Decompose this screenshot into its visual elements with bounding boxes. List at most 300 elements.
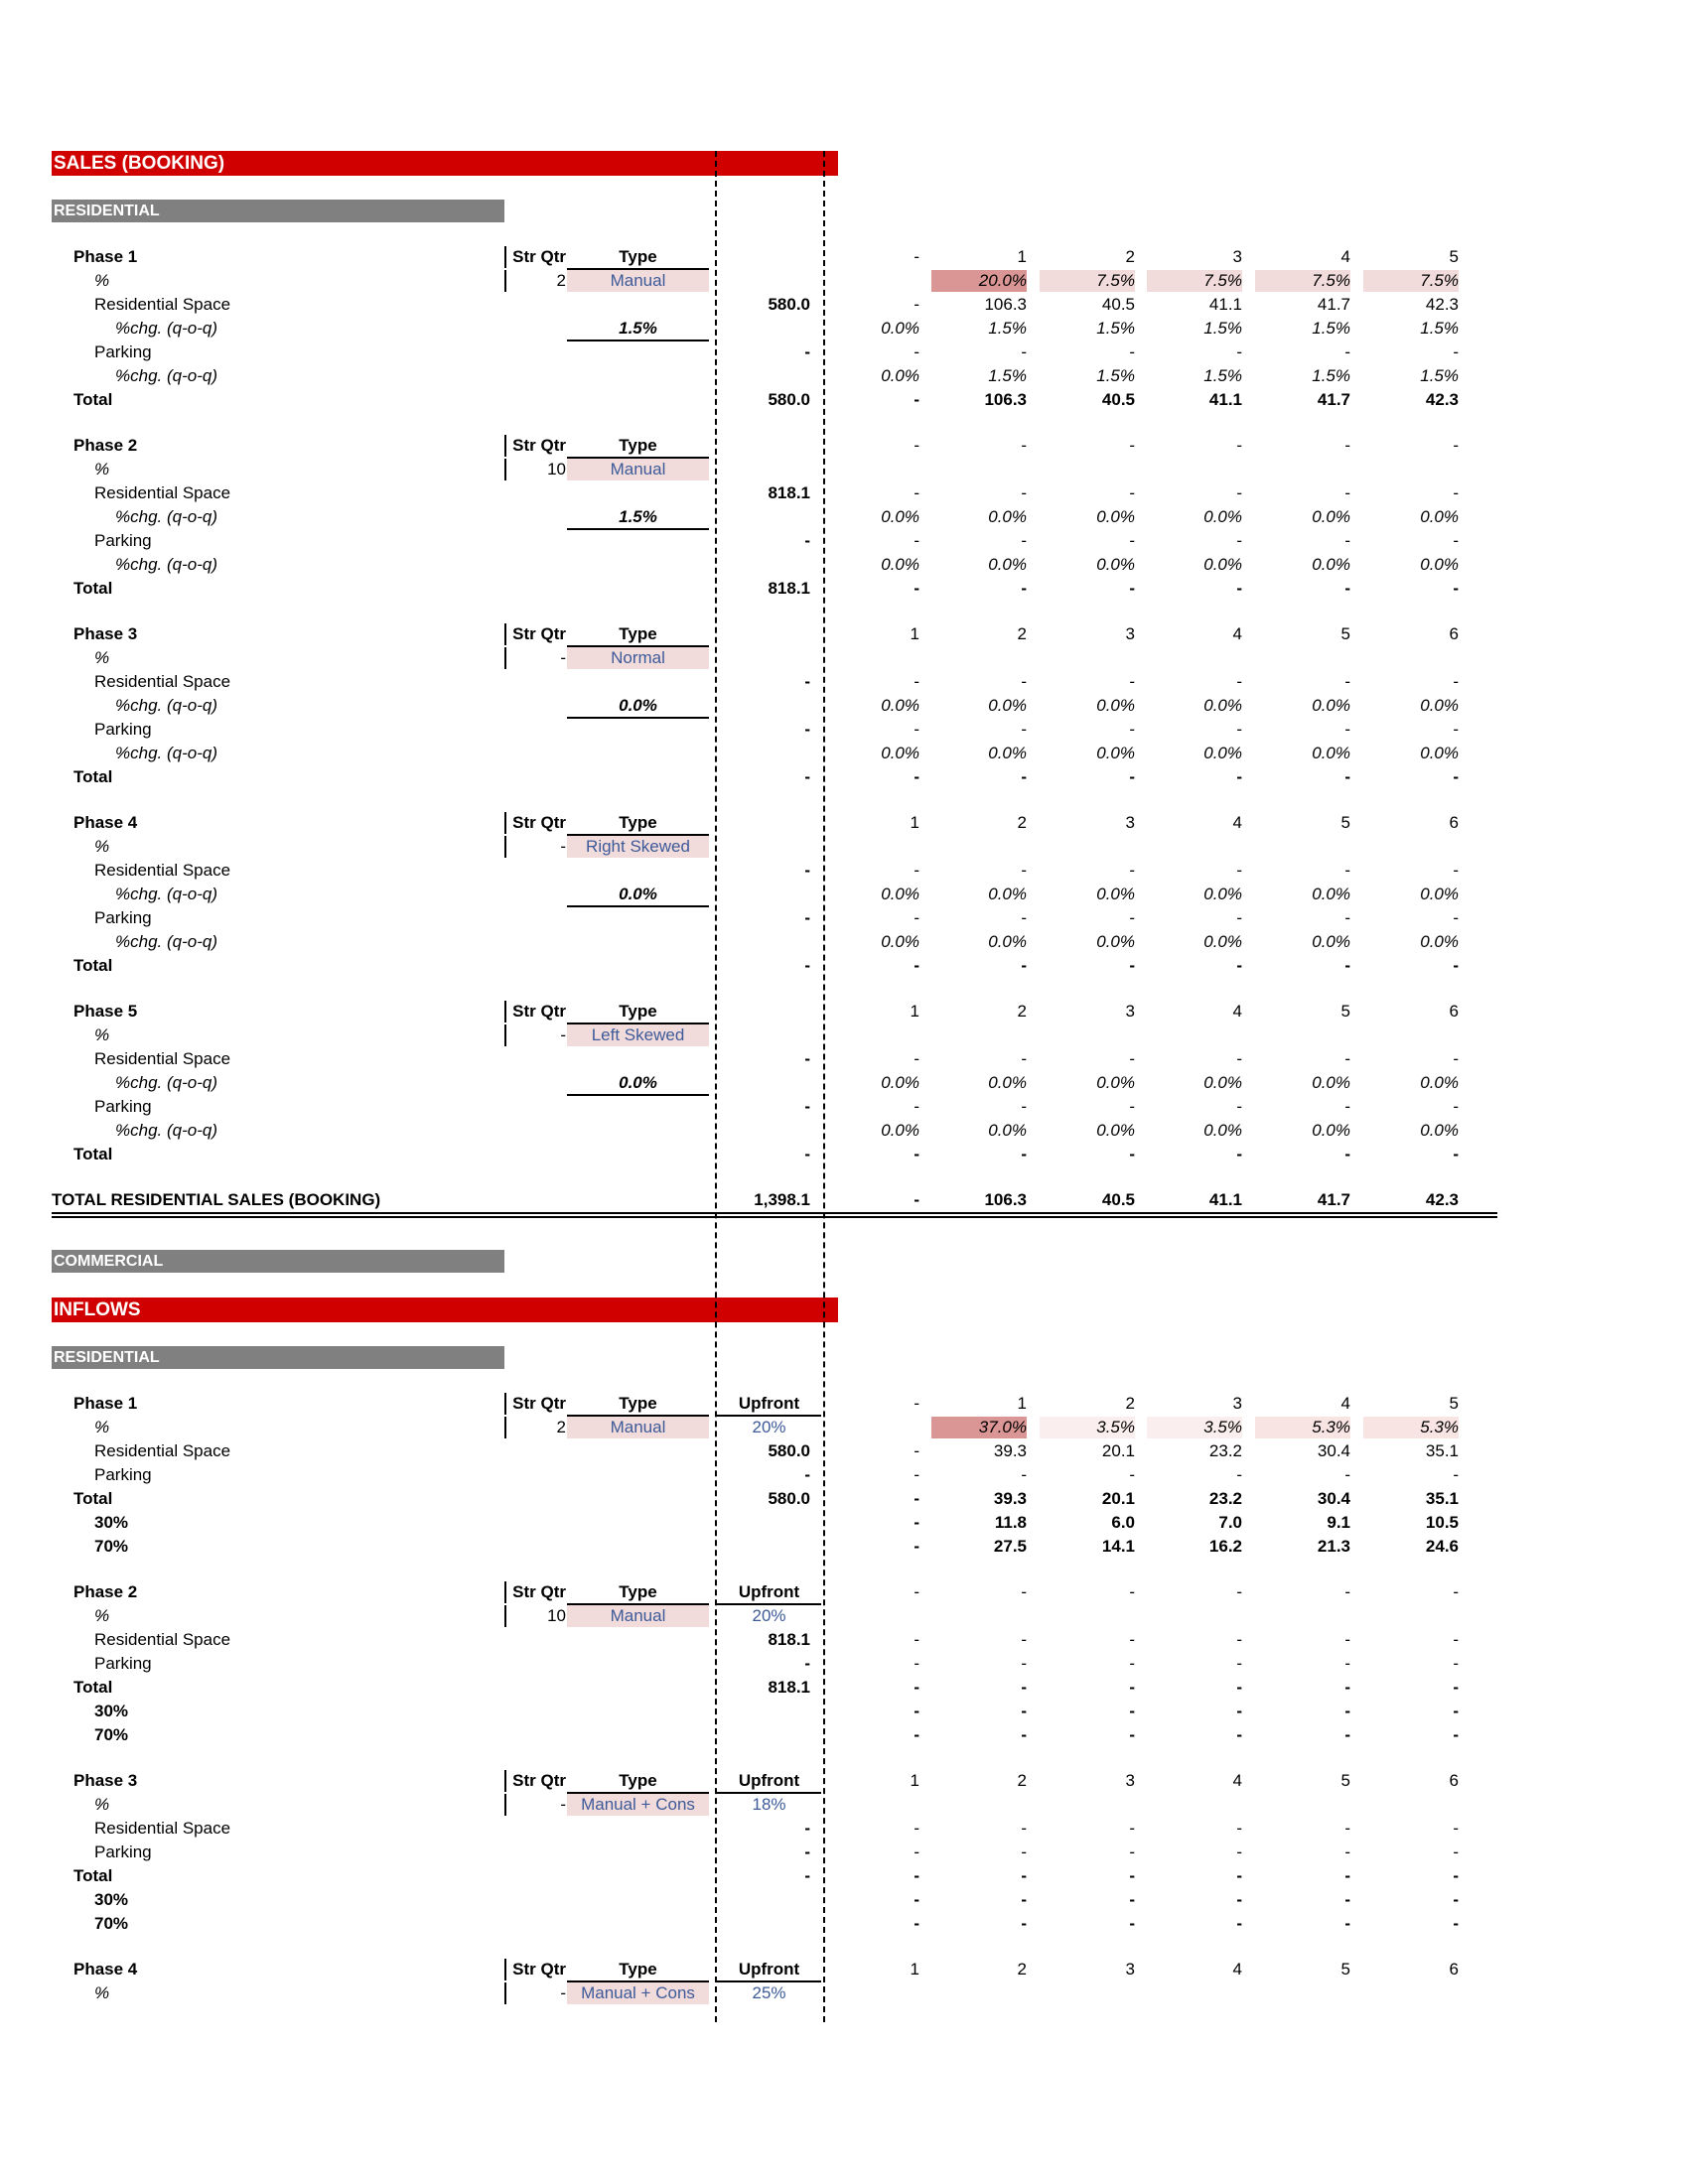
residential-chg-cell: 0.0% bbox=[1420, 696, 1459, 715]
str-qtr-input[interactable]: - bbox=[504, 836, 566, 858]
parking-cell: - bbox=[1021, 531, 1027, 550]
thirty-pct-label: 30% bbox=[94, 1513, 129, 1532]
thirty-pct-cell: - bbox=[1021, 1890, 1027, 1909]
residential-space-label: Residential Space bbox=[94, 672, 231, 691]
period-header-cell: 2 bbox=[1017, 1002, 1027, 1021]
total-cell: - bbox=[914, 390, 919, 409]
period-header-cell: 1 bbox=[1017, 247, 1027, 266]
residential-space-cell: - bbox=[1344, 1630, 1350, 1649]
growth-input[interactable]: 0.0% bbox=[567, 1072, 709, 1096]
upfront-header: Upfront bbox=[717, 1770, 821, 1794]
chg-label: %chg. (q-o-q) bbox=[115, 319, 217, 338]
residential-space-cell: - bbox=[914, 1819, 919, 1838]
parking-cell: - bbox=[1021, 1097, 1027, 1116]
parking-chg-cell: 0.0% bbox=[1420, 932, 1459, 951]
seventy-pct-cell: - bbox=[1021, 1914, 1027, 1933]
period-header-cell: - bbox=[1021, 436, 1027, 455]
residential-space-cell: - bbox=[1129, 1819, 1135, 1838]
residential-space-cell: - bbox=[1236, 672, 1242, 691]
residential-space-total: 818.1 bbox=[768, 483, 810, 502]
str-qtr-input[interactable]: 10 bbox=[504, 459, 566, 480]
total-cell: - bbox=[1021, 767, 1027, 786]
seventy-pct-cell: 14.1 bbox=[1101, 1537, 1135, 1556]
total-cell: - bbox=[1453, 1678, 1459, 1697]
period-header-cell: - bbox=[1129, 436, 1135, 455]
thirty-pct-cell: 7.0 bbox=[1218, 1513, 1242, 1532]
parking-cell: - bbox=[1453, 531, 1459, 550]
total-cell: - bbox=[1453, 1866, 1459, 1885]
parking-chg-cell: 0.0% bbox=[1096, 744, 1135, 762]
seventy-pct-cell: - bbox=[1453, 1914, 1459, 1933]
parking-total: - bbox=[804, 1097, 810, 1116]
parking-cell: - bbox=[1236, 1654, 1242, 1673]
residential-space-total: - bbox=[804, 1819, 810, 1838]
period-header-cell: 4 bbox=[1232, 1960, 1242, 1979]
residential-chg-cell: 0.0% bbox=[1312, 507, 1350, 526]
residential-space-cell: - bbox=[914, 1049, 919, 1068]
total-cell: 39.3 bbox=[993, 1489, 1027, 1508]
upfront-input[interactable]: 18% bbox=[752, 1795, 786, 1814]
thirty-pct-cell: - bbox=[1344, 1702, 1350, 1720]
residential-chg-cell: 0.0% bbox=[881, 1073, 919, 1092]
parking-chg-cell: 0.0% bbox=[1096, 1121, 1135, 1140]
parking-cell: - bbox=[1344, 1097, 1350, 1116]
period-header-cell: - bbox=[1129, 1582, 1135, 1601]
residential-space-cell: - bbox=[1021, 1630, 1027, 1649]
residential-space-cell: - bbox=[1453, 672, 1459, 691]
parking-cell: - bbox=[914, 1097, 919, 1116]
parking-cell: - bbox=[1021, 342, 1027, 361]
thirty-pct-label: 30% bbox=[94, 1890, 129, 1909]
residential-space-label: Residential Space bbox=[94, 1630, 231, 1649]
parking-total: - bbox=[804, 1843, 810, 1861]
str-qtr-input[interactable]: - bbox=[504, 1024, 566, 1046]
parking-cell: - bbox=[1453, 1097, 1459, 1116]
total-cell: - bbox=[1129, 1866, 1135, 1885]
parking-cell: - bbox=[1236, 908, 1242, 927]
type-header: Type bbox=[567, 623, 709, 647]
type-header: Type bbox=[567, 1001, 709, 1024]
period-header-cell: - bbox=[1344, 436, 1350, 455]
pct-cell: 37.0% bbox=[931, 1417, 1027, 1438]
residential-chg-cell: 0.0% bbox=[881, 507, 919, 526]
parking-cell: - bbox=[1453, 1654, 1459, 1673]
residential-space-cell: 41.7 bbox=[1317, 295, 1350, 314]
total-cell: - bbox=[1344, 1145, 1350, 1163]
parking-cell: - bbox=[1236, 531, 1242, 550]
parking-label: Parking bbox=[94, 531, 152, 550]
pct-cell: 20.0% bbox=[931, 270, 1027, 292]
seventy-pct-cell: - bbox=[1129, 1725, 1135, 1744]
parking-label: Parking bbox=[94, 1843, 152, 1861]
residential-space-cell: - bbox=[1453, 483, 1459, 502]
residential-space-label: Residential Space bbox=[94, 1049, 231, 1068]
type-header: Type bbox=[567, 435, 709, 459]
thirty-pct-cell: - bbox=[1344, 1890, 1350, 1909]
residential-chg-cell: 0.0% bbox=[1203, 1073, 1242, 1092]
upfront-header: Upfront bbox=[717, 1393, 821, 1417]
parking-label: Parking bbox=[94, 720, 152, 739]
seventy-pct-cell: 21.3 bbox=[1317, 1537, 1350, 1556]
dashed-column-separator bbox=[715, 151, 717, 2022]
period-header-cell: - bbox=[1021, 1582, 1027, 1601]
parking-chg-cell: 0.0% bbox=[1312, 932, 1350, 951]
chg-label: %chg. (q-o-q) bbox=[115, 555, 217, 574]
period-header-cell: 1 bbox=[910, 813, 919, 832]
period-header-cell: - bbox=[1344, 1582, 1350, 1601]
thirty-pct-cell: 11.8 bbox=[994, 1513, 1027, 1532]
total-cell: - bbox=[1453, 1145, 1459, 1163]
residential-space-cell: - bbox=[1129, 1049, 1135, 1068]
distribution-type-select[interactable]: Manual bbox=[567, 1605, 709, 1627]
growth-input[interactable]: 1.5% bbox=[567, 318, 709, 341]
residential-space-total: - bbox=[804, 672, 810, 691]
parking-chg-cell: 0.0% bbox=[988, 744, 1027, 762]
period-header-cell: 3 bbox=[1125, 1771, 1135, 1790]
period-header-cell: 3 bbox=[1125, 624, 1135, 643]
total-label: Total bbox=[73, 1489, 113, 1508]
growth-input[interactable]: 0.0% bbox=[567, 884, 709, 907]
residential-chg-cell: 0.0% bbox=[881, 885, 919, 903]
pct-label: % bbox=[94, 460, 110, 478]
phase-title: Phase 2 bbox=[73, 1582, 138, 1601]
residential-chg-cell: 0.0% bbox=[1096, 1073, 1135, 1092]
period-header-cell: - bbox=[914, 436, 919, 455]
chg-label: %chg. (q-o-q) bbox=[115, 885, 217, 903]
distribution-type-select[interactable]: Manual bbox=[567, 270, 709, 292]
seventy-pct-cell: 24.6 bbox=[1425, 1537, 1459, 1556]
grand-total-cell: 41.7 bbox=[1317, 1190, 1350, 1209]
total-cell: - bbox=[914, 1489, 919, 1508]
parking-total: - bbox=[804, 720, 810, 739]
phase-total: - bbox=[804, 1866, 810, 1885]
parking-cell: - bbox=[1129, 908, 1135, 927]
residential-space-total: - bbox=[804, 861, 810, 880]
parking-cell: - bbox=[914, 1654, 919, 1673]
pct-label: % bbox=[94, 1983, 110, 2002]
distribution-type-select[interactable]: Manual bbox=[567, 459, 709, 480]
seventy-pct-cell: - bbox=[1344, 1725, 1350, 1744]
parking-cell: - bbox=[1129, 1843, 1135, 1861]
parking-label: Parking bbox=[94, 342, 152, 361]
total-cell: - bbox=[1344, 956, 1350, 975]
residential-space-label: Residential Space bbox=[94, 1441, 231, 1460]
parking-chg-cell: 0.0% bbox=[881, 744, 919, 762]
str-qtr-header: Str Qtr bbox=[504, 435, 566, 457]
parking-total: - bbox=[804, 342, 810, 361]
period-header-cell: 3 bbox=[1125, 1960, 1135, 1979]
distribution-type-select[interactable]: Normal bbox=[567, 647, 709, 669]
commercial-banner: COMMERCIAL bbox=[52, 1250, 504, 1273]
phase-title: Phase 4 bbox=[73, 1960, 138, 1979]
type-header: Type bbox=[567, 246, 709, 270]
upfront-input[interactable]: 25% bbox=[752, 1983, 786, 2002]
distribution-type-select[interactable]: Left Skewed bbox=[567, 1024, 709, 1046]
period-header-cell: - bbox=[1453, 1582, 1459, 1601]
total-cell: - bbox=[1129, 579, 1135, 598]
parking-cell: - bbox=[914, 531, 919, 550]
total-cell: 42.3 bbox=[1425, 390, 1459, 409]
pct-label: % bbox=[94, 1606, 110, 1625]
chg-label: %chg. (q-o-q) bbox=[115, 507, 217, 526]
seventy-pct-cell: - bbox=[1021, 1725, 1027, 1744]
parking-cell: - bbox=[1453, 342, 1459, 361]
parking-cell: - bbox=[1021, 1465, 1027, 1484]
total-label: Total bbox=[73, 956, 113, 975]
period-header-cell: 2 bbox=[1017, 813, 1027, 832]
residential-space-total: 580.0 bbox=[768, 295, 810, 314]
total-cell: - bbox=[1129, 1145, 1135, 1163]
period-header-cell: - bbox=[914, 1394, 919, 1413]
period-header-cell: 1 bbox=[910, 624, 919, 643]
parking-cell: - bbox=[1344, 1465, 1350, 1484]
period-header-cell: 4 bbox=[1340, 247, 1350, 266]
distribution-type-select[interactable]: Manual bbox=[567, 1417, 709, 1438]
period-header-cell: - bbox=[914, 247, 919, 266]
pct-cell: 5.3% bbox=[1255, 1417, 1350, 1438]
thirty-pct-cell: - bbox=[1129, 1702, 1135, 1720]
thirty-pct-cell: 10.5 bbox=[1425, 1513, 1459, 1532]
period-header-cell: 3 bbox=[1125, 1002, 1135, 1021]
parking-chg-cell: 0.0% bbox=[1420, 1121, 1459, 1140]
total-cell: 20.1 bbox=[1101, 1489, 1135, 1508]
residential-chg-cell: 1.5% bbox=[1312, 319, 1350, 338]
total-cell: - bbox=[1021, 1678, 1027, 1697]
total-cell: 106.3 bbox=[984, 390, 1027, 409]
parking-cell: - bbox=[1236, 1097, 1242, 1116]
parking-cell: - bbox=[1129, 1654, 1135, 1673]
phase-total: - bbox=[804, 1145, 810, 1163]
residential-space-cell: - bbox=[1344, 1049, 1350, 1068]
parking-cell: - bbox=[914, 1843, 919, 1861]
total-cell: - bbox=[1453, 956, 1459, 975]
residential-chg-cell: 1.5% bbox=[1203, 319, 1242, 338]
residential-space-cell: - bbox=[1344, 861, 1350, 880]
residential-chg-cell: 1.5% bbox=[988, 319, 1027, 338]
parking-chg-cell: 0.0% bbox=[1096, 932, 1135, 951]
parking-cell: - bbox=[1236, 720, 1242, 739]
total-cell: - bbox=[1453, 579, 1459, 598]
thirty-pct-cell: - bbox=[1129, 1890, 1135, 1909]
total-cell: - bbox=[1236, 767, 1242, 786]
parking-total: - bbox=[804, 1654, 810, 1673]
type-header: Type bbox=[567, 1770, 709, 1794]
residential-space-cell: - bbox=[1236, 1630, 1242, 1649]
total-cell: - bbox=[1129, 767, 1135, 786]
str-qtr-header: Str Qtr bbox=[504, 623, 566, 645]
residential-chg-cell: 0.0% bbox=[1420, 885, 1459, 903]
str-qtr-input[interactable]: - bbox=[504, 1794, 566, 1816]
parking-cell: - bbox=[914, 908, 919, 927]
thirty-pct-cell: - bbox=[1236, 1702, 1242, 1720]
residential-chg-cell: 0.0% bbox=[881, 696, 919, 715]
thirty-pct-cell: - bbox=[914, 1513, 919, 1532]
parking-chg-cell: 0.0% bbox=[1312, 1121, 1350, 1140]
residential-space-total: 818.1 bbox=[768, 1630, 810, 1649]
str-qtr-input[interactable]: 2 bbox=[504, 1417, 566, 1438]
total-label: Total bbox=[73, 1145, 113, 1163]
residential-chg-cell: 0.0% bbox=[881, 319, 919, 338]
residential-space-cell: - bbox=[914, 1630, 919, 1649]
pct-cell: 3.5% bbox=[1147, 1417, 1242, 1438]
str-qtr-input[interactable]: - bbox=[504, 647, 566, 669]
residential-space-cell: 23.2 bbox=[1208, 1441, 1242, 1460]
total-cell: - bbox=[1021, 1145, 1027, 1163]
parking-chg-cell: 0.0% bbox=[1312, 555, 1350, 574]
residential-space-label: Residential Space bbox=[94, 861, 231, 880]
seventy-pct-cell: - bbox=[1453, 1725, 1459, 1744]
residential-space-cell: - bbox=[914, 295, 919, 314]
period-header-cell: 2 bbox=[1017, 624, 1027, 643]
parking-label: Parking bbox=[94, 1654, 152, 1673]
chg-label: %chg. (q-o-q) bbox=[115, 696, 217, 715]
chg-label: %chg. (q-o-q) bbox=[115, 932, 217, 951]
str-qtr-input[interactable]: 2 bbox=[504, 270, 566, 292]
residential-space-cell: 41.1 bbox=[1208, 295, 1242, 314]
residential-chg-cell: 1.5% bbox=[1096, 319, 1135, 338]
residential-chg-cell: 0.0% bbox=[1312, 1073, 1350, 1092]
total-cell: - bbox=[1021, 1866, 1027, 1885]
period-header-cell: 2 bbox=[1017, 1960, 1027, 1979]
residential-space-total: 580.0 bbox=[768, 1441, 810, 1460]
total-label: Total bbox=[73, 390, 113, 409]
parking-cell: - bbox=[1021, 908, 1027, 927]
upfront-input[interactable]: 20% bbox=[752, 1606, 786, 1625]
period-header-cell: 5 bbox=[1340, 1771, 1350, 1790]
total-cell: 40.5 bbox=[1101, 390, 1135, 409]
residential-space-cell: - bbox=[914, 483, 919, 502]
total-cell: - bbox=[1344, 579, 1350, 598]
period-header-cell: 1 bbox=[910, 1771, 919, 1790]
phase-title: Phase 5 bbox=[73, 1002, 138, 1021]
grand-total-cell: 40.5 bbox=[1101, 1190, 1135, 1209]
period-header-cell: - bbox=[1236, 1582, 1242, 1601]
residential-chg-cell: 0.0% bbox=[1420, 1073, 1459, 1092]
parking-total: - bbox=[804, 908, 810, 927]
total-label: Total bbox=[73, 579, 113, 598]
residential-space-cell: 39.3 bbox=[993, 1441, 1027, 1460]
residential-chg-cell: 0.0% bbox=[1312, 696, 1350, 715]
seventy-pct-cell: - bbox=[1344, 1914, 1350, 1933]
str-qtr-header: Str Qtr bbox=[504, 246, 566, 268]
parking-chg-cell: 0.0% bbox=[1420, 744, 1459, 762]
growth-input[interactable]: 0.0% bbox=[567, 695, 709, 719]
phase-total: 818.1 bbox=[768, 579, 810, 598]
residential-chg-cell: 0.0% bbox=[1096, 885, 1135, 903]
residential-space-cell: - bbox=[1453, 1049, 1459, 1068]
total-cell: - bbox=[914, 956, 919, 975]
upfront-input[interactable]: 20% bbox=[752, 1418, 786, 1436]
parking-chg-cell: 0.0% bbox=[1203, 744, 1242, 762]
type-header: Type bbox=[567, 1581, 709, 1605]
distribution-type-select[interactable]: Manual + Cons bbox=[567, 1982, 709, 2004]
residential-space-label: Residential Space bbox=[94, 483, 231, 502]
period-header-cell: 4 bbox=[1340, 1394, 1350, 1413]
thirty-pct-cell: - bbox=[1021, 1702, 1027, 1720]
parking-chg-cell: 1.5% bbox=[988, 366, 1027, 385]
parking-chg-cell: 0.0% bbox=[881, 1121, 919, 1140]
residential-inflows-banner: RESIDENTIAL bbox=[52, 1346, 504, 1369]
distribution-type-select[interactable]: Right Skewed bbox=[567, 836, 709, 858]
grand-total-value: 1,398.1 bbox=[754, 1190, 810, 1209]
period-header-cell: 6 bbox=[1449, 1002, 1459, 1021]
total-cell: - bbox=[1344, 1866, 1350, 1885]
total-cell: - bbox=[1236, 1145, 1242, 1163]
chg-label: %chg. (q-o-q) bbox=[115, 744, 217, 762]
residential-space-cell: - bbox=[1344, 1819, 1350, 1838]
period-header-cell: 2 bbox=[1125, 247, 1135, 266]
total-label: Total bbox=[73, 767, 113, 786]
residential-space-cell: - bbox=[1453, 861, 1459, 880]
residential-chg-cell: 0.0% bbox=[1096, 507, 1135, 526]
total-cell: - bbox=[1236, 579, 1242, 598]
total-cell: - bbox=[1236, 1678, 1242, 1697]
parking-chg-cell: 0.0% bbox=[988, 555, 1027, 574]
total-cell: - bbox=[914, 579, 919, 598]
phase-total: 580.0 bbox=[768, 390, 810, 409]
parking-chg-cell: 0.0% bbox=[881, 366, 919, 385]
distribution-type-select[interactable]: Manual + Cons bbox=[567, 1794, 709, 1816]
thirty-pct-label: 30% bbox=[94, 1702, 129, 1720]
period-header-cell: 2 bbox=[1125, 1394, 1135, 1413]
period-header-cell: 3 bbox=[1232, 247, 1242, 266]
residential-space-cell: - bbox=[1236, 1049, 1242, 1068]
residential-chg-cell: 0.0% bbox=[988, 885, 1027, 903]
str-qtr-input[interactable]: 10 bbox=[504, 1605, 566, 1627]
total-cell: - bbox=[1021, 579, 1027, 598]
str-qtr-header: Str Qtr bbox=[504, 1959, 566, 1980]
residential-space-cell: - bbox=[1344, 672, 1350, 691]
period-header-cell: 1 bbox=[910, 1002, 919, 1021]
str-qtr-input[interactable]: - bbox=[504, 1982, 566, 2004]
parking-cell: - bbox=[914, 342, 919, 361]
seventy-pct-cell: - bbox=[1236, 1725, 1242, 1744]
str-qtr-header: Str Qtr bbox=[504, 1770, 566, 1792]
total-cell: - bbox=[1344, 1678, 1350, 1697]
period-header-cell: 4 bbox=[1232, 624, 1242, 643]
total-label: Total bbox=[73, 1866, 113, 1885]
total-cell: - bbox=[914, 1866, 919, 1885]
seventy-pct-cell: - bbox=[914, 1725, 919, 1744]
residential-space-label: Residential Space bbox=[94, 295, 231, 314]
growth-input[interactable]: 1.5% bbox=[567, 506, 709, 530]
residential-banner: RESIDENTIAL bbox=[52, 200, 504, 222]
seventy-pct-cell: - bbox=[1236, 1914, 1242, 1933]
parking-chg-cell: 0.0% bbox=[1096, 555, 1135, 574]
thirty-pct-cell: - bbox=[1236, 1890, 1242, 1909]
parking-chg-cell: 0.0% bbox=[1203, 932, 1242, 951]
residential-chg-cell: 0.0% bbox=[988, 1073, 1027, 1092]
period-header-cell: 6 bbox=[1449, 624, 1459, 643]
pct-cell: 7.5% bbox=[1040, 270, 1135, 292]
residential-space-cell: - bbox=[1236, 861, 1242, 880]
seventy-pct-cell: - bbox=[914, 1914, 919, 1933]
phase-title: Phase 1 bbox=[73, 1394, 138, 1413]
period-header-cell: - bbox=[1453, 436, 1459, 455]
parking-cell: - bbox=[914, 720, 919, 739]
parking-chg-cell: 0.0% bbox=[1203, 1121, 1242, 1140]
parking-cell: - bbox=[1021, 1654, 1027, 1673]
phase-total: - bbox=[804, 956, 810, 975]
phase-title: Phase 3 bbox=[73, 1771, 138, 1790]
period-header-cell: 3 bbox=[1232, 1394, 1242, 1413]
residential-space-label: Residential Space bbox=[94, 1819, 231, 1838]
parking-cell: - bbox=[1129, 720, 1135, 739]
upfront-header: Upfront bbox=[717, 1581, 821, 1605]
seventy-pct-cell: - bbox=[914, 1537, 919, 1556]
parking-label: Parking bbox=[94, 1097, 152, 1116]
period-header-cell: 3 bbox=[1125, 813, 1135, 832]
